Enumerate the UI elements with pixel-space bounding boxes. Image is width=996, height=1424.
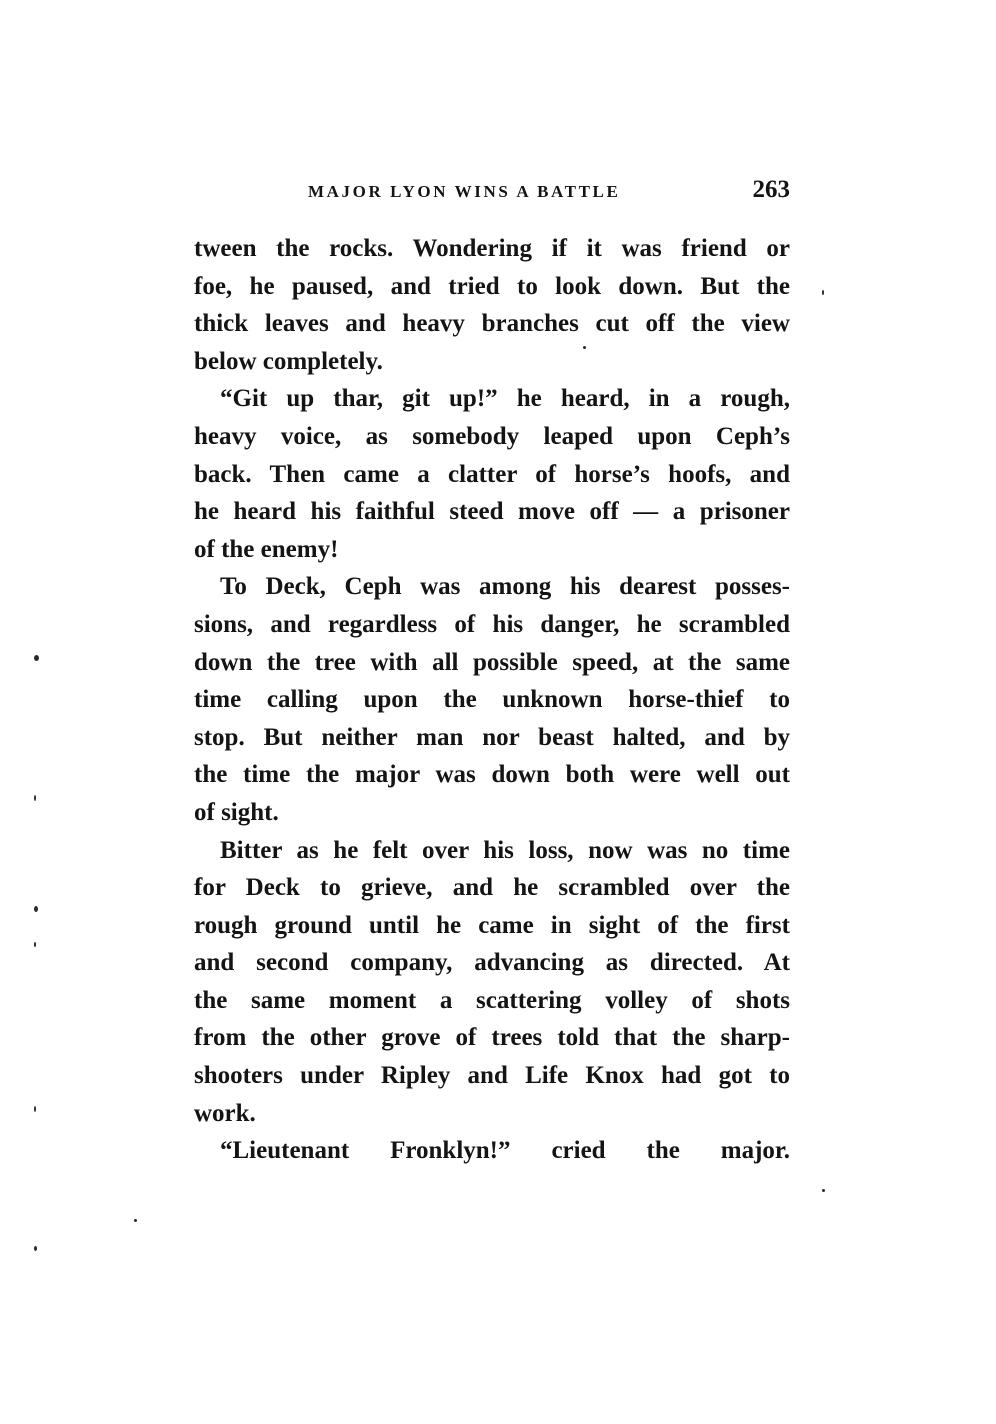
page-header <box>194 176 790 210</box>
page-number: 263 <box>752 176 790 203</box>
text-line: “Lieutenant Fronklyn!” cried the major. <box>220 1137 790 1165</box>
body-text <box>194 230 790 1170</box>
text-line: for Deck to grieve, and he scrambled over the <box>194 874 790 902</box>
text-line: from the other grove of trees told that the sharp- <box>194 1024 790 1052</box>
text-line: he heard his faithful steed move off — a prisoner <box>194 498 790 526</box>
scan-speck <box>822 1189 825 1192</box>
text-line: time calling upon the unknown horse-thief to <box>194 686 790 714</box>
scan-speck <box>34 1246 37 1251</box>
text-line: “Git up thar, git up!” he heard, in a rough, <box>220 385 790 413</box>
text-line: heavy voice, as somebody leaped upon Ceph’s <box>194 422 790 450</box>
scan-speck <box>583 346 586 349</box>
scan-speck <box>34 1106 36 1112</box>
text-line: below completely. <box>194 347 383 375</box>
text-line: of the enemy! <box>194 535 339 563</box>
scan-speck <box>134 1219 137 1222</box>
text-line: sions, and regardless of his danger, he scrambled <box>194 610 790 638</box>
text-line: back. Then came a clatter of horse’s hoofs, and <box>194 460 790 488</box>
text-line: and second company, advancing as directed. At <box>194 949 790 977</box>
text-line: tween the rocks. Wondering if it was friend or <box>194 235 790 262</box>
running-head: MAJOR LYON WINS A BATTLE <box>308 182 621 201</box>
scan-speck <box>822 290 824 295</box>
text-line: thick leaves and heavy branches cut off the view <box>194 310 790 338</box>
text-line: stop. But neither man nor beast halted, and by <box>194 723 790 751</box>
paragraph <box>194 568 790 831</box>
paragraph <box>194 380 790 568</box>
text-line: shooters under Ripley and Life Knox had got to <box>194 1062 790 1090</box>
paragraph <box>194 1132 790 1170</box>
scan-speck <box>34 906 38 912</box>
text-line: the time the major was down both were well out <box>194 761 790 789</box>
text-line: foe, he paused, and tried to look down. But the <box>194 272 790 300</box>
text-line: down the tree with all possible speed, at the same <box>194 648 790 676</box>
text-line: of sight. <box>194 798 279 826</box>
paragraph <box>194 832 790 1133</box>
text-line: rough ground until he came in sight of the first <box>194 911 790 939</box>
scan-speck <box>34 795 36 801</box>
scan-speck <box>34 655 39 661</box>
text-line: the same moment a scattering volley of shots <box>194 986 790 1014</box>
scan-speck <box>34 942 36 947</box>
text-line: work. <box>194 1099 256 1127</box>
text-line: To Deck, Ceph was among his dearest posses- <box>220 573 790 601</box>
paragraph <box>194 230 790 380</box>
text-line: Bitter as he felt over his loss, now was no time <box>220 836 790 864</box>
